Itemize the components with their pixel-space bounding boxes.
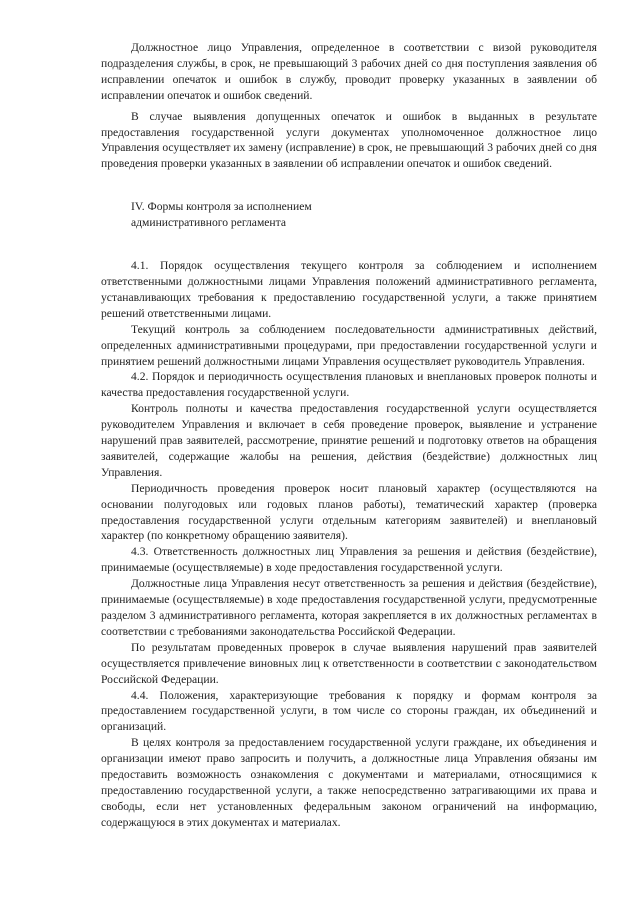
paragraph-citizens-control: В целях контроля за предоставлением государственной услуги граждане, их объединения и организации имеют право запросить и получить, а должностные лица Управления обязаны им предоставить возможность ознакомления с документами и материалами, относящимися к предоставлению государственной услуги, а также непосредственно затрагивающими их права и свободы, если нет установленных федеральным законом ограничений на информацию, содержащуюся в этих документах и материалах. <box>101 736 597 829</box>
section-heading-line-2: административного регламента <box>131 216 286 230</box>
section-heading-line-1: IV. Формы контроля за исполнением <box>131 200 312 214</box>
paragraph-officials-responsibility: Должностные лица Управления несут ответственность за решения и действия (бездействие), принимаемые (осуществляемые) в ходе предоставления государственной услуги, предусмотренные разделом 3 административного регламента, которая закрепляется в их должностных регламентах в соответствии с требованиями законодательства Российской Федерации. <box>101 577 597 638</box>
paragraph-correction-replace: В случае выявления допущенных опечаток и ошибок в выданных в результате предоставления государственной услуги документах уполномоченное должностное лицо Управления осуществляет их замену (исправление) в срок, не превышающий 3 рабочих дней со дня проведения проверки указанных в заявлении об исправлении опечаток и ошибок сведений. <box>101 109 597 171</box>
paragraph-inspection-results: По результатам проведенных проверок в случае выявления нарушений прав заявителей осуществляется привлечение виновных лиц к ответственности в соответствии с законодательством Российской Федерации. <box>101 640 597 686</box>
paragraph-completeness-control: Контроль полноты и качества предоставления государственной услуги осуществляется руководителем Управления и включает в себя проведение проверок, выявление и устранение нарушений прав заявителей, рассмотрение, принятие решений и подготовку ответов на обращения заявителей, содержащие жалобы на решения, действия (бездействие) должностных лиц Управления. <box>101 402 597 479</box>
paragraph-4-3: 4.3. Ответственность должностных лиц Управления за решения и действия (бездействие), принимаемые (осуществляемые) в ходе предоставления государственной услуги. <box>101 545 597 575</box>
paragraph-current-control: Текущий контроль за соблюдением последовательности административных действий, определенных административными процедурами, при предоставлении государственной услуги и принятием решений должностными лицами Управления осуществляет руководитель Управления. <box>101 322 597 368</box>
paragraph-4-2: 4.2. Порядок и периодичность осуществления плановых и внеплановых проверок полноты и качества предоставления государственной услуги. <box>101 370 597 400</box>
paragraph-4-1: 4.1. Порядок осуществления текущего контроля за соблюдением и исполнением ответственными должностными лицами Управления положений административного регламента, устанавливающих требования к предоставлению государственной услуги, а также принятием решений ответственными лицами. <box>101 259 597 320</box>
paragraph-correction-check: Должностное лицо Управления, определенное в соответствии с визой руководителя подразделения службы, в срок, не превышающий 3 рабочих дней со дня поступления заявления об исправлении опечаток и ошибок в службу, проводит проверку указанных в заявлении об исправлении опечаток и ошибок сведений. <box>101 41 597 102</box>
paragraph-periodicity: Периодичность проведения проверок носит плановый характер (осуществляются на основании полугодовых или годовых планов работы), тематический характер (проверка предоставления государственной услуги отдельным категориям заявителей) и внеплановый характер (по конкретному обращению заявителя). <box>101 481 597 543</box>
paragraph-4-4: 4.4. Положения, характеризующие требования к порядку и формам контроля за предоставлением государственной услуги, в том числе со стороны граждан, их объединений и организаций. <box>101 688 597 734</box>
document-body <box>101 40 597 831</box>
section-heading <box>101 199 597 231</box>
